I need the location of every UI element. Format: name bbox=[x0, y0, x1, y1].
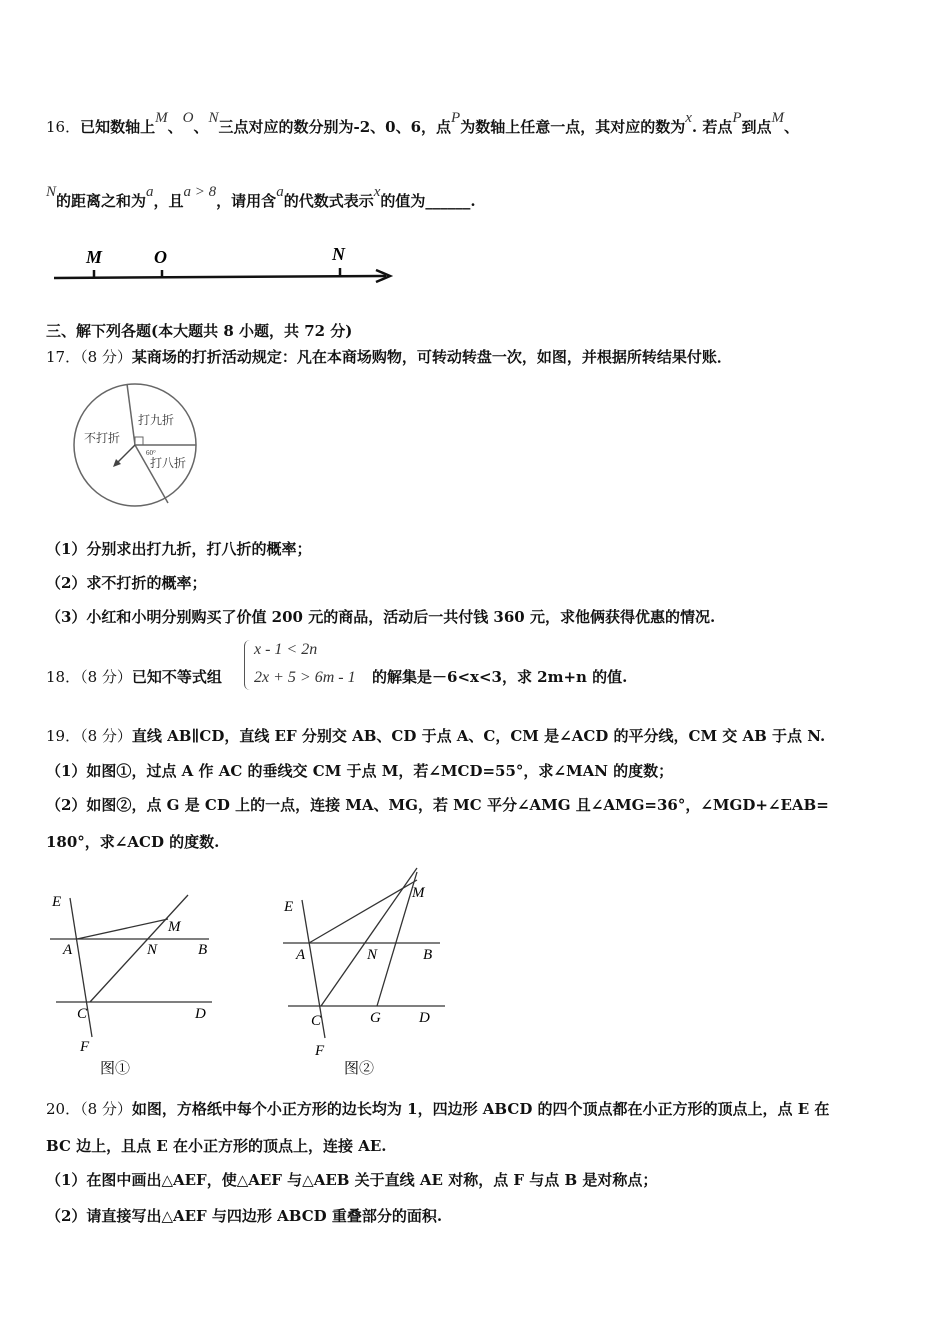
svg-text:M: M bbox=[168, 919, 181, 935]
section-heading: 三、解下列各题(本大题共 8 小题，共 72 分) bbox=[46, 322, 353, 340]
q19-stem: 19．（8 分）直线 AB∥CD，直线 EF 分别交 AB、CD 于点 A、C，CM 是∠ACD 的平分线，CM 交 AB 于点 N. bbox=[46, 727, 826, 745]
q19-part2a: （2）如图②，点 G 是 CD 上的一点，连接 MA、MG，若 MC 平分∠AMG 且∠AMG=36°，∠MGD+∠EAB= bbox=[46, 796, 829, 814]
q16-line2: N的距离之和为a，且a > 8，请用含a的代数式表示x的值为______. bbox=[46, 184, 476, 210]
svg-text:N: N bbox=[147, 942, 158, 958]
q17-part2: （2）求不打折的概率； bbox=[46, 574, 207, 592]
svg-text:N: N bbox=[367, 947, 378, 963]
q18-tail: 的解集是－6<x<3，求 2m+n 的值. bbox=[372, 668, 628, 686]
svg-text:C: C bbox=[311, 1013, 322, 1029]
svg-text:F: F bbox=[80, 1039, 90, 1055]
line-cm bbox=[90, 895, 188, 1002]
line-am bbox=[77, 919, 168, 939]
right-angle-mark bbox=[135, 437, 143, 445]
svg-text:D: D bbox=[419, 1010, 430, 1026]
svg-text:E: E bbox=[284, 899, 294, 915]
label-angle: 60° bbox=[146, 449, 156, 457]
svg-text:B: B bbox=[423, 947, 433, 963]
svg-text:E: E bbox=[52, 894, 62, 910]
q16-line1: 16．已知数轴上M、O、N三点对应的数分别为-2、0、6，点P为数轴上任意一点，其对应的数为x. 若点P到点M、 bbox=[46, 110, 800, 136]
q17-part1: （1）分别求出打九折，打八折的概率； bbox=[46, 540, 312, 558]
q19-part1: （1）如图①，过点 A 作 AC 的垂线交 CM 于点 M，若∠MCD=55°，求∠MAN 的度数； bbox=[46, 762, 674, 780]
number-line-axis bbox=[54, 276, 386, 278]
q20-part1: （1）在图中画出△AEF，使△AEF 与△AEB 关于直线 AE 对称，点 F 与点 B 是对称点； bbox=[46, 1171, 658, 1189]
q19-part2b: 180°，求∠ACD 的度数. bbox=[46, 833, 220, 851]
q18-ineq2: 2x + 5 > 6m - 1 bbox=[254, 669, 356, 686]
q19-figure-2 bbox=[280, 860, 460, 1080]
discount-wheel bbox=[70, 380, 202, 512]
svg-text:B: B bbox=[198, 942, 208, 958]
q20-line2: BC 边上，且点 E 在小正方形的顶点上，连接 AE. bbox=[46, 1137, 387, 1155]
svg-text:G: G bbox=[370, 1010, 381, 1026]
label-o: O bbox=[154, 247, 167, 267]
q20-line1: 20．（8 分）如图，方格纸中每个小正方形的边长均为 1，四边形 ABCD 的四个顶点都在小正方形的顶点上，点 E 在 bbox=[46, 1100, 830, 1118]
fig1-caption: 图① bbox=[100, 1061, 131, 1077]
svg-text:A: A bbox=[63, 942, 73, 958]
q18-brace bbox=[244, 640, 251, 690]
line-am bbox=[309, 880, 417, 943]
q18-ineq1: x - 1 < 2n bbox=[254, 641, 318, 658]
q19-figure-1 bbox=[44, 885, 224, 1080]
fig2-caption: 图② bbox=[344, 1061, 375, 1077]
label-m: M bbox=[86, 247, 103, 267]
q16-number: 16． bbox=[46, 118, 81, 136]
label-nine: 打九折 bbox=[138, 413, 175, 427]
q17-stem: 17．（8 分）某商场的打折活动规定：凡在本商场购物，可转动转盘一次，如图，并根据所转结果付账． bbox=[46, 348, 732, 366]
wheel-divider-top bbox=[127, 384, 135, 445]
label-none: 不打折 bbox=[84, 431, 121, 445]
svg-text:A: A bbox=[296, 947, 306, 963]
svg-text:C: C bbox=[77, 1006, 88, 1022]
svg-text:M: M bbox=[412, 885, 425, 901]
label-eight: 打八折 bbox=[150, 456, 187, 470]
q20-part2: （2）请直接写出△AEF 与四边形 ABCD 重叠部分的面积. bbox=[46, 1207, 443, 1225]
svg-text:D: D bbox=[195, 1006, 206, 1022]
label-n: N bbox=[332, 244, 345, 264]
q18-stem: 18．（8 分）已知不等式组 bbox=[46, 668, 222, 686]
svg-text:F: F bbox=[315, 1043, 325, 1059]
q17-part3: （3）小红和小明分别购买了价值 200 元的商品，活动后一共付钱 360 元，求他俩获得优惠的情况. bbox=[46, 608, 716, 626]
number-line-figure bbox=[50, 240, 400, 290]
